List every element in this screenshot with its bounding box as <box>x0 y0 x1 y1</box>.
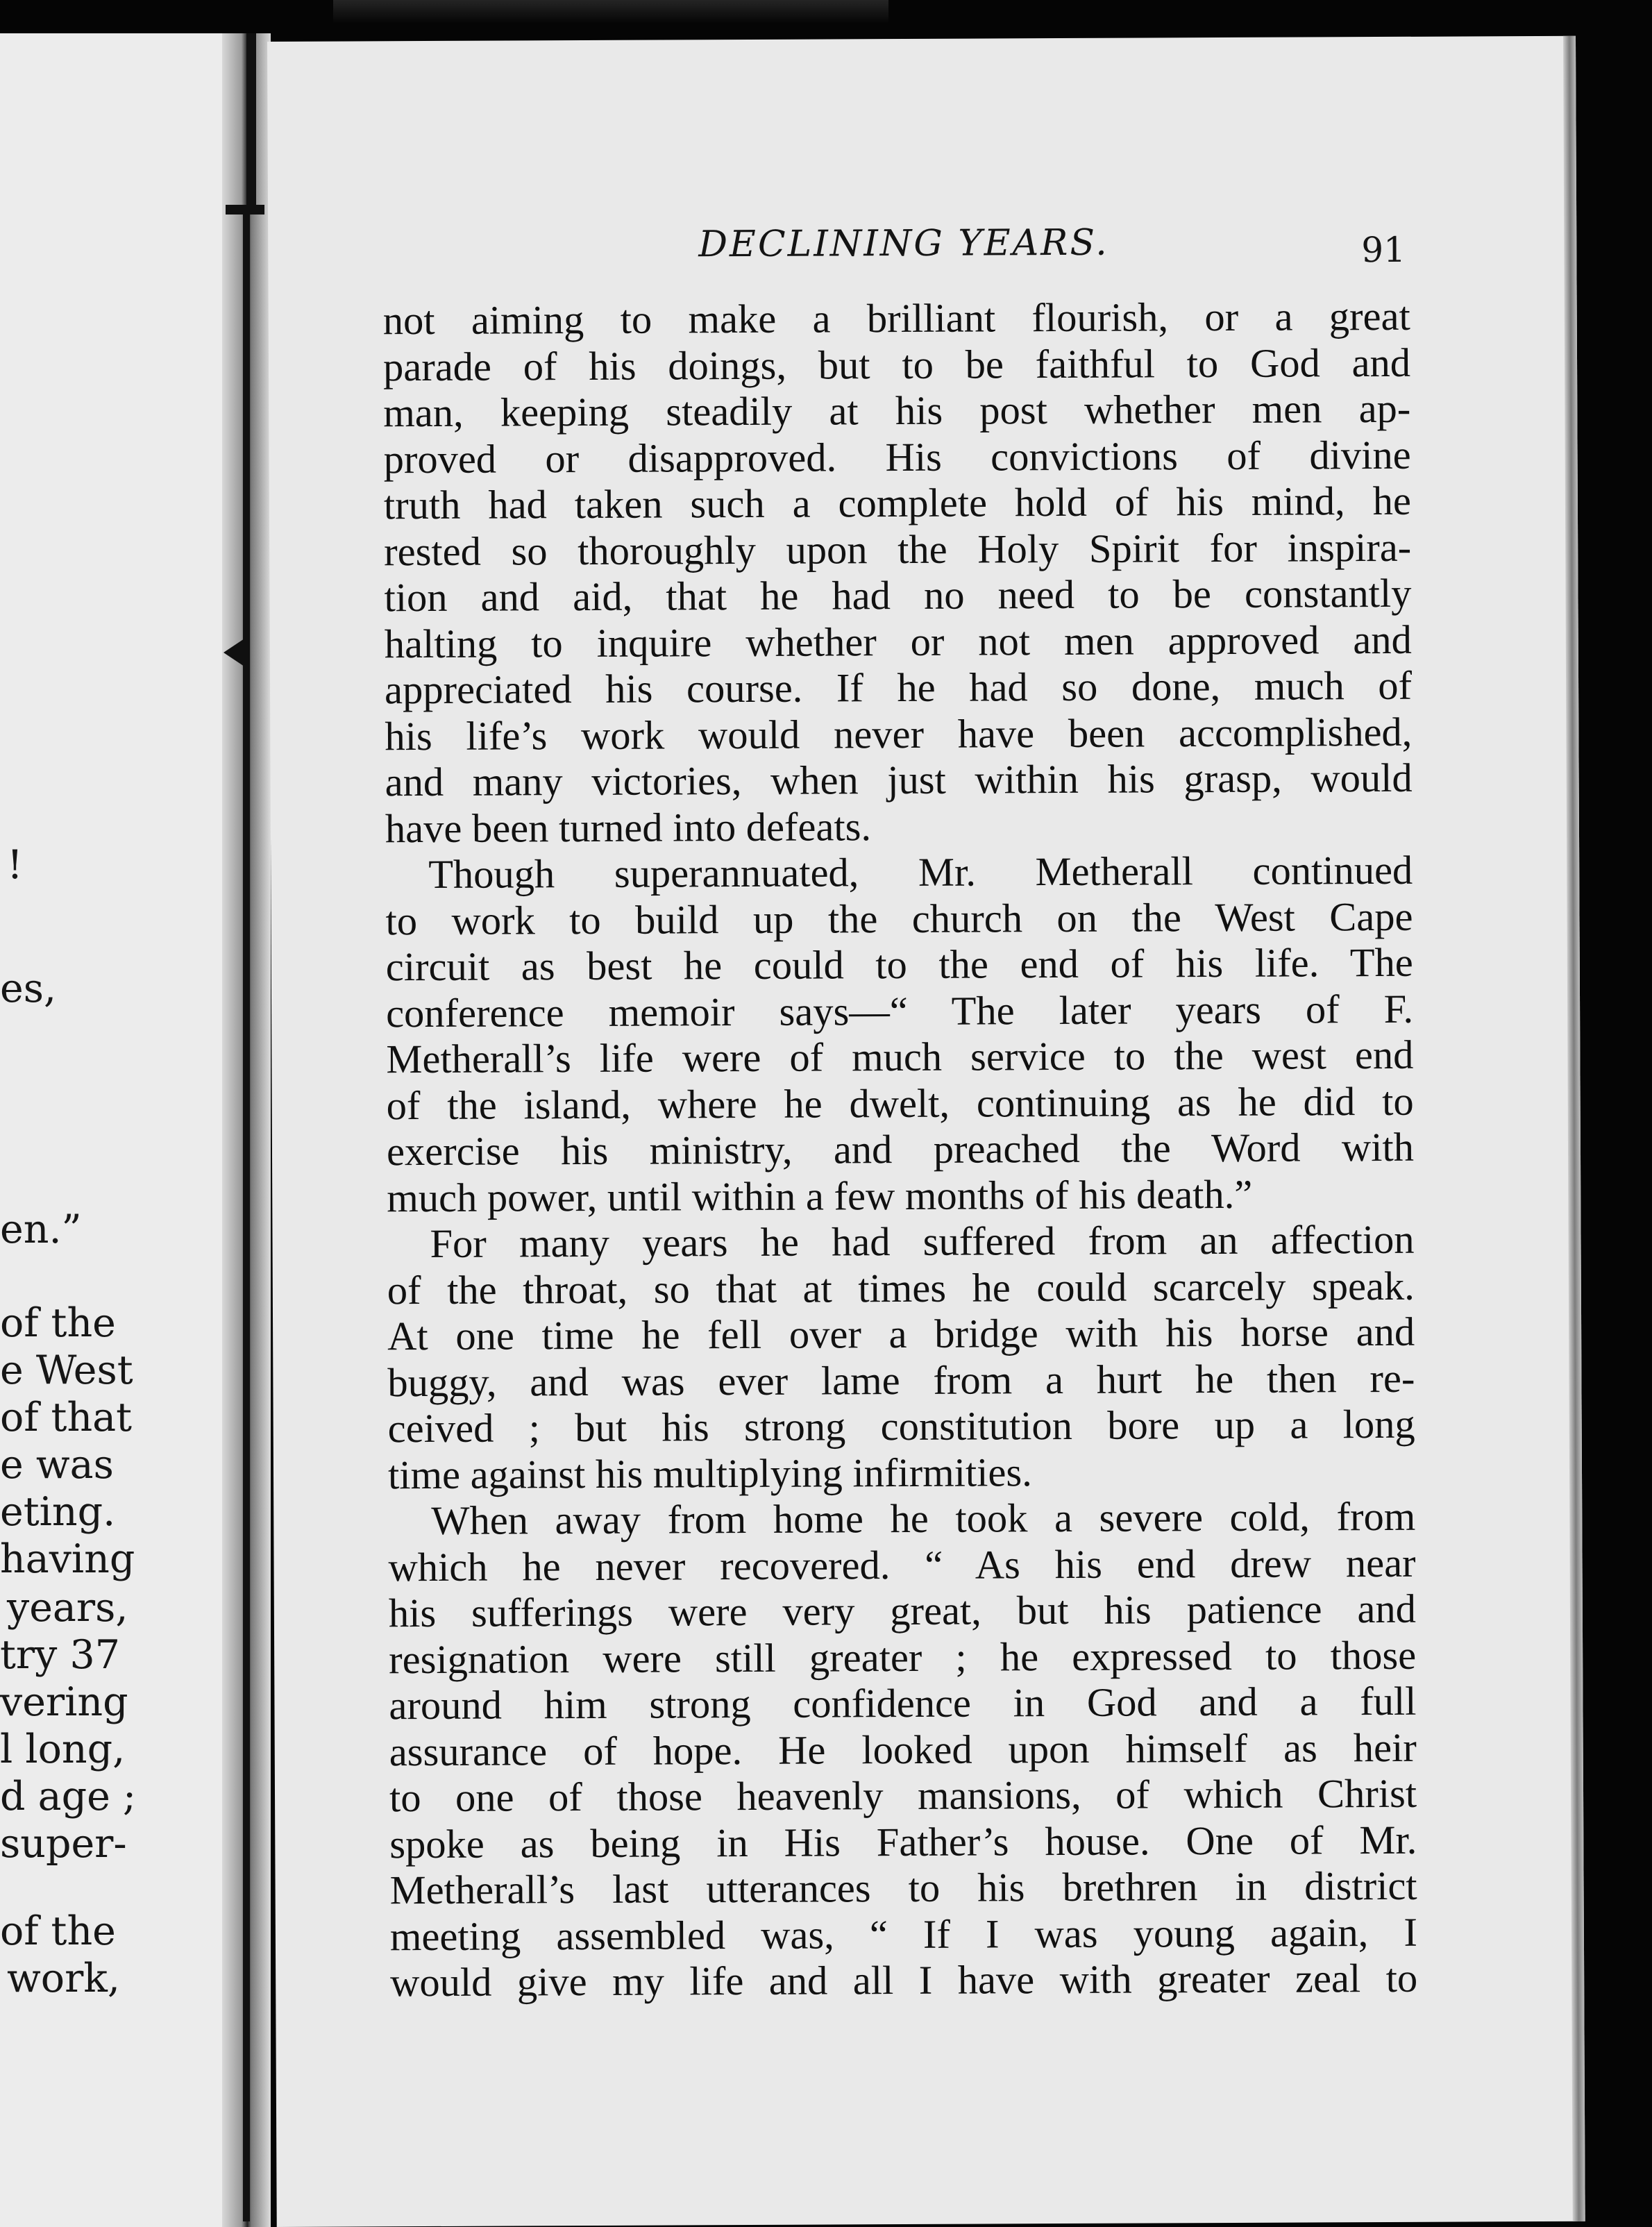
text-line: tion and aid, that he had no need to be constantly <box>384 570 1412 621</box>
text-line: When away from home he took a severe cold, from <box>431 1493 1416 1543</box>
facing-fragment: years, <box>7 1585 128 1631</box>
text-line: Though superannuated, Mr. Metherall continued <box>428 847 1413 897</box>
main-page <box>267 36 1585 2227</box>
text-line: appreciated his course. If he had so done, much of <box>384 662 1413 713</box>
text-line: resignation were still greater ; he expressed to those <box>389 1632 1417 1682</box>
text-line: ceived ; but his strong constitution bore up a long <box>387 1401 1415 1452</box>
facing-page <box>0 33 250 2227</box>
top-edge-shadow <box>333 0 888 24</box>
text-line: man, keeping steadily at his post whether men ap- <box>383 385 1411 436</box>
text-line: assurance of hope. He looked upon himself as heir <box>389 1724 1417 1774</box>
gutter-mark <box>243 208 250 2221</box>
text-line: much power, until within a few months of his death.” <box>387 1171 1253 1220</box>
text-line: conference memoir says—“ The later years of F. <box>385 986 1414 1036</box>
facing-fragment: super- <box>0 1821 127 1867</box>
text-line: spoke as being in His Father’s house. One of Mr. <box>389 1817 1417 1867</box>
facing-fragment: having <box>0 1536 135 1582</box>
text-line: of the throat, so that at times he could scarcely speak. <box>387 1263 1415 1313</box>
text-line: his sufferings were very great, but his patience and <box>388 1586 1417 1636</box>
facing-fragment: of the <box>0 1300 116 1346</box>
text-line: which he never recovered. “ As his end drew near <box>388 1540 1416 1590</box>
facing-fragment: e was <box>0 1442 114 1488</box>
text-line: circuit as best he could to the end of his life. The <box>385 939 1413 990</box>
text-line: exercise his ministry, and preached the Word with <box>386 1124 1415 1175</box>
text-line: his life’s work would never have been accomplished, <box>385 709 1413 759</box>
facing-fragment: of the <box>0 1908 116 1954</box>
text-line: proved or disapproved. His convictions of divine <box>383 432 1411 482</box>
text-line: around him strong confidence in God and a full <box>389 1678 1417 1729</box>
text-line: to one of those heavenly mansions, of which Christ <box>389 1770 1417 1821</box>
text-line: have been turned into defeats. <box>385 803 872 851</box>
page-number: 91 <box>1361 229 1406 271</box>
facing-fragment: d age ; <box>0 1774 137 1820</box>
text-line: and many victories, when just within his grasp, would <box>385 755 1413 805</box>
text-line: rested so thoroughly upon the Holy Spirit for inspira- <box>384 524 1412 574</box>
text-line: buggy, and was ever lame from a hurt he then re- <box>387 1355 1415 1405</box>
text-line: would give my life and all I have with greater zeal to <box>390 1955 1418 2006</box>
text-line: time against his multiplying infirmities. <box>387 1449 1032 1497</box>
running-head: DECLINING YEARS. <box>698 221 1109 266</box>
gutter-mark <box>246 33 256 210</box>
text-line: not aiming to make a brilliant flourish, or a great <box>382 293 1410 344</box>
facing-fragment: work, <box>7 1956 121 2001</box>
text-line: At one time he fell over a bridge with his horse and <box>387 1309 1415 1359</box>
facing-fragment: eting. <box>0 1489 116 1535</box>
facing-fragment: e West <box>0 1347 133 1393</box>
text-line: to work to build up the church on the West Cape <box>385 893 1413 943</box>
facing-fragment: ! <box>7 842 23 888</box>
page-edge <box>1563 36 1585 2221</box>
facing-fragment: es, <box>0 966 57 1011</box>
text-line: parade of his doings, but to be faithful to God and <box>382 339 1411 389</box>
facing-page-text <box>0 33 250 2227</box>
facing-fragment: l long, <box>0 1726 126 1772</box>
facing-fragment: of that <box>0 1395 133 1440</box>
text-line: of the island, where he dwelt, continuing as he did to <box>386 1078 1414 1128</box>
text-line: halting to inquire whether or not men approved and <box>384 616 1412 666</box>
facing-fragment: en.” <box>0 1207 82 1252</box>
facing-fragment: vering <box>0 1679 128 1725</box>
text-line: meeting assembled was, “ If I was young again, I <box>389 1909 1418 1959</box>
facing-fragment: try 37 <box>0 1632 121 1678</box>
body-text <box>383 294 1418 2006</box>
text-line: Metherall’s last utterances to his brethren in district <box>389 1863 1417 1913</box>
text-line: Metherall’s life were of much service to the west end <box>386 1032 1414 1082</box>
text-line: For many years he had suffered from an affection <box>430 1216 1415 1266</box>
text-line: truth had taken such a complete hold of his mind, he <box>383 478 1412 528</box>
